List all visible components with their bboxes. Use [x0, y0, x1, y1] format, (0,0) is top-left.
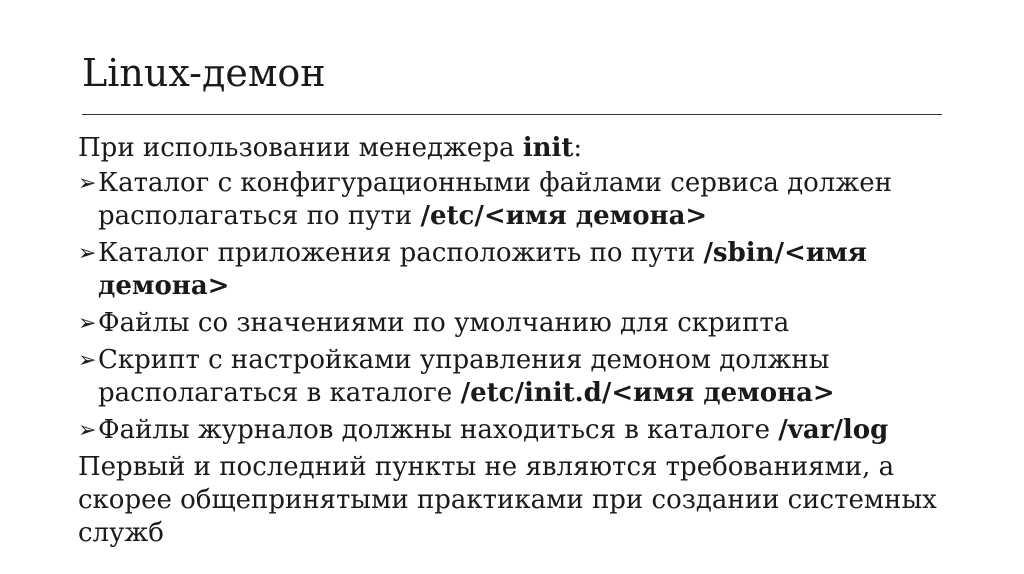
- bullet-item-defaults: [78, 307, 978, 340]
- bullet-item-config-dir: [78, 167, 978, 233]
- intro-paragraph: [78, 132, 978, 165]
- bullet-path: /etc/<имя демона>: [420, 201, 708, 231]
- bullet-text: Скрипт с настройками управления демоном должны располагаться в каталоге: [98, 345, 830, 408]
- intro-text: При использовании менеджера: [78, 133, 523, 163]
- bullet-text: Каталог с конфигурационными файлами сервиса должен располагаться по пути: [98, 168, 892, 231]
- title-divider: [82, 114, 942, 115]
- arrow-bullet-icon: ➢: [78, 348, 97, 373]
- bullet-text: Файлы со значениями по умолчанию для скрипта: [98, 308, 790, 338]
- bullet-item-app-dir: [78, 237, 978, 303]
- arrow-bullet-icon: ➢: [78, 311, 97, 336]
- bullet-text: Каталог приложения расположить по пути: [98, 238, 704, 268]
- bullet-text: Файлы журналов должны находиться в каталоге: [98, 415, 779, 445]
- bullet-path: /sbin/<имя демона>: [98, 238, 867, 301]
- bullet-path: /var/log: [778, 415, 889, 445]
- closing-paragraph: Первый и последний пункты не являются требованиями, а скорее общепринятыми практиками при создании системных служб: [78, 452, 937, 548]
- slide-body: [78, 132, 978, 552]
- slide-title: Linux-демон: [82, 51, 326, 95]
- bullet-item-logs: [78, 414, 978, 447]
- intro-keyword: init: [522, 133, 574, 163]
- intro-colon: :: [573, 133, 583, 163]
- bullet-path: /etc/init.d/<имя демона>: [460, 378, 835, 408]
- arrow-bullet-icon: ➢: [78, 241, 97, 266]
- arrow-bullet-icon: ➢: [78, 171, 97, 196]
- bullet-item-init-script: [78, 344, 978, 410]
- arrow-bullet-icon: ➢: [78, 418, 97, 443]
